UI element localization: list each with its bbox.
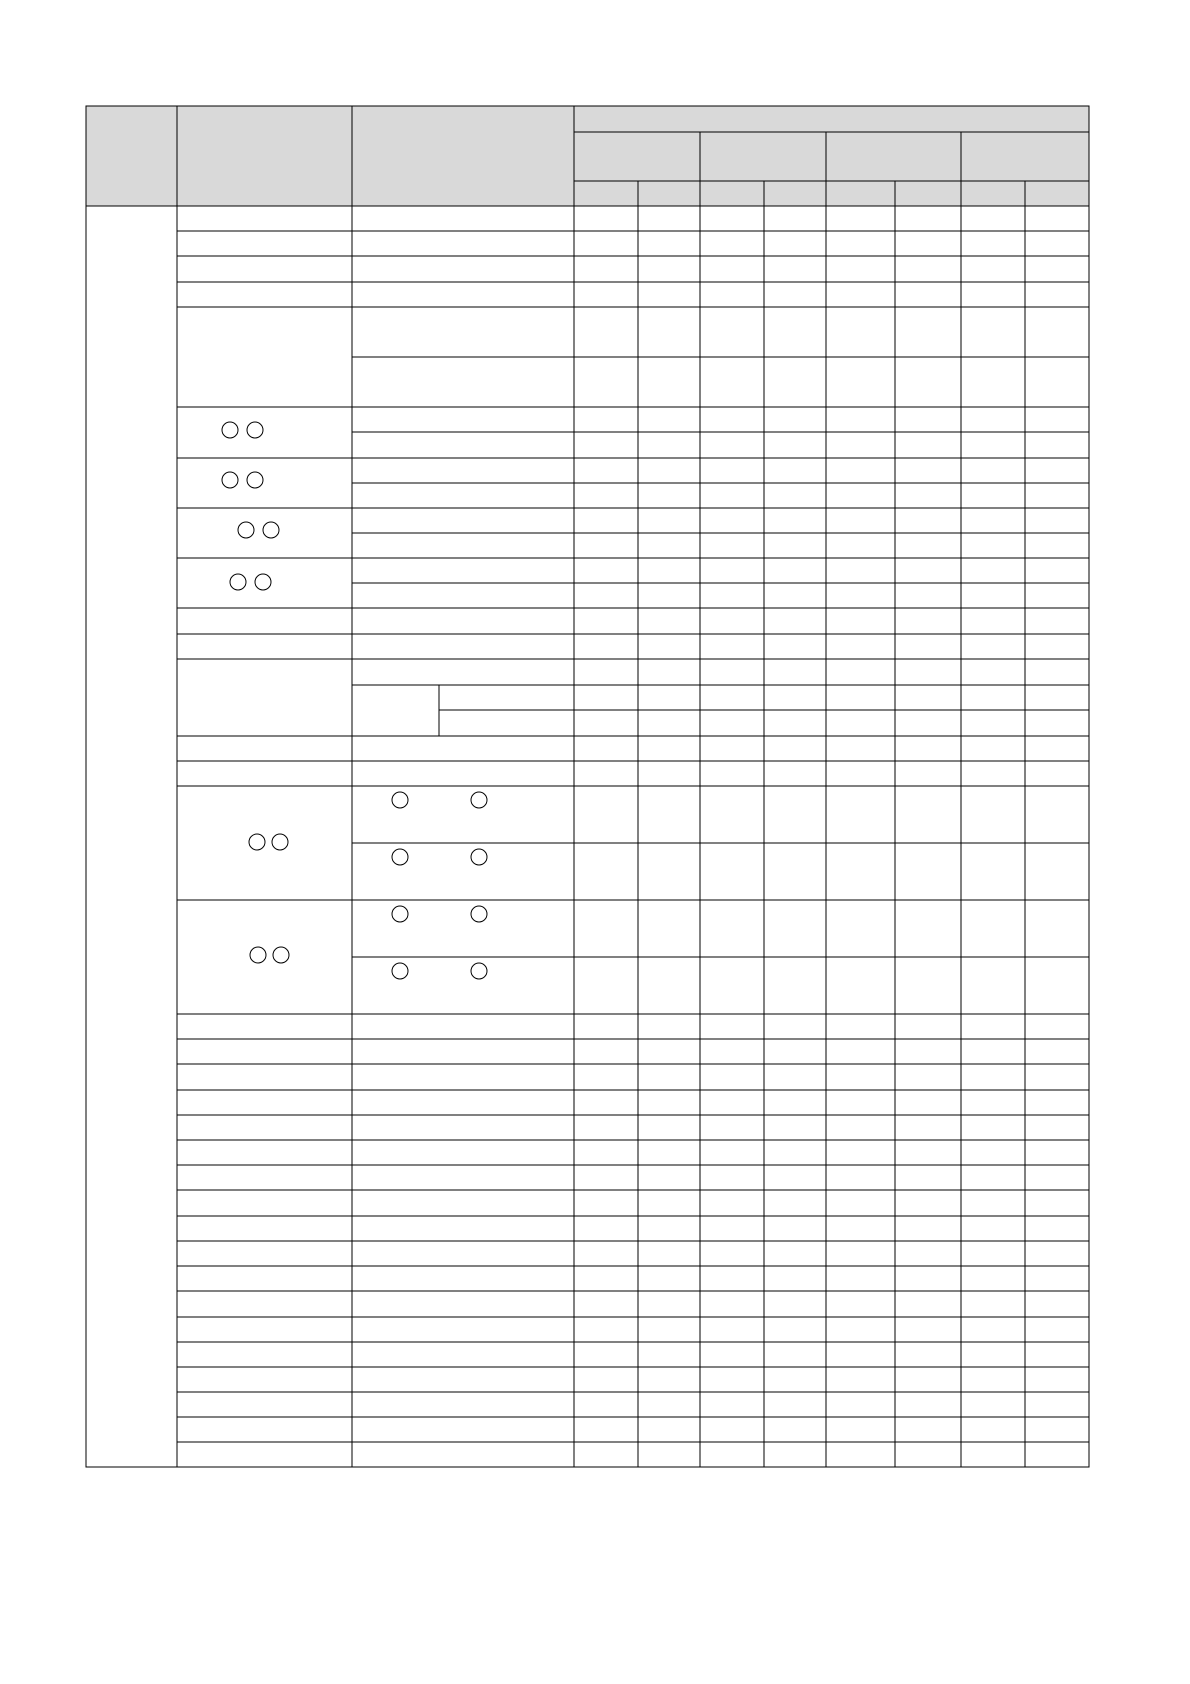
table-grid-lines (86, 106, 1089, 1467)
circle-mark-group (222, 422, 487, 979)
header-band (86, 106, 1089, 206)
blank-circle-icon (471, 792, 487, 808)
blank-circle-icon (249, 834, 265, 850)
blank-circle-icon (392, 906, 408, 922)
blank-circle-icon (471, 849, 487, 865)
blank-circle-icon (250, 947, 266, 963)
blank-circle-icon (263, 522, 279, 538)
blank-circle-icon (230, 574, 246, 590)
blank-circle-icon (272, 834, 288, 850)
table-header-shading (86, 106, 1089, 206)
blank-circle-icon (471, 906, 487, 922)
blank-circle-icon (255, 574, 271, 590)
blank-circle-icon (238, 522, 254, 538)
blank-circle-icon (222, 422, 238, 438)
blank-circle-icon (392, 792, 408, 808)
blank-circle-icon (247, 422, 263, 438)
blank-circle-icon (273, 947, 289, 963)
blank-circle-icon (392, 849, 408, 865)
blank-circle-icon (392, 963, 408, 979)
blank-circle-icon (471, 963, 487, 979)
blank-circle-icon (247, 472, 263, 488)
blank-circle-icon (222, 472, 238, 488)
